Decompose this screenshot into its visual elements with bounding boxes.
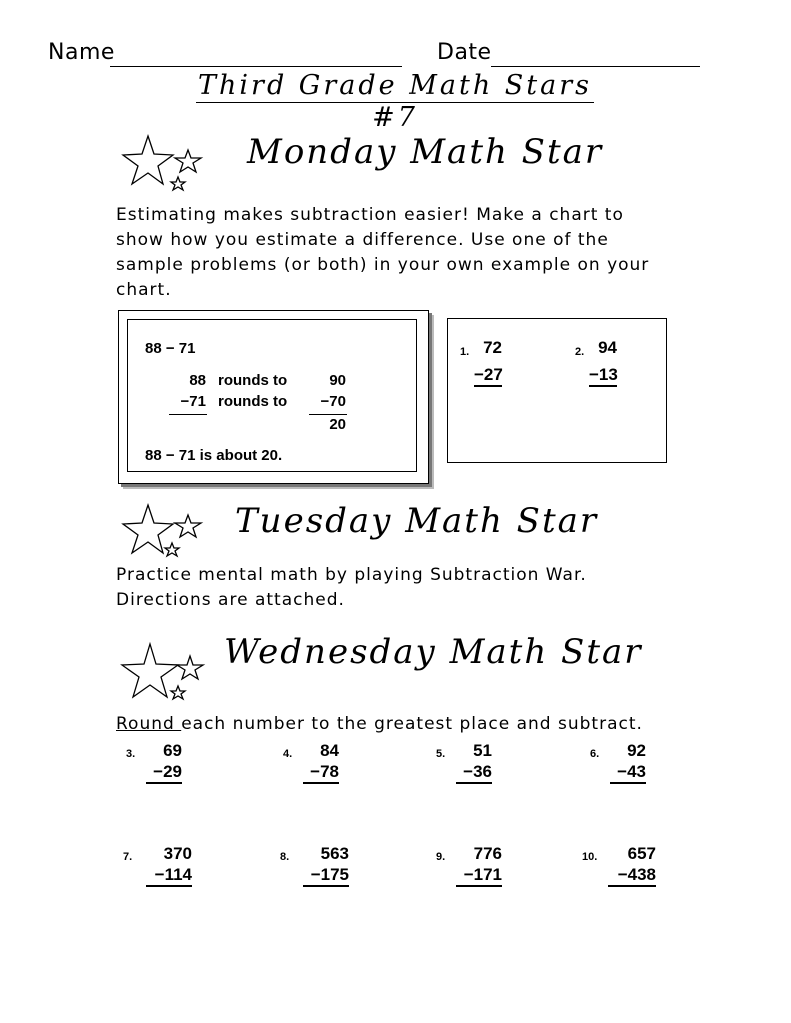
problem[interactable] bbox=[582, 843, 678, 893]
date-label: Date bbox=[437, 40, 492, 65]
problem[interactable] bbox=[275, 740, 405, 790]
problem-top: 657 bbox=[627, 844, 656, 863]
problem-label: 3. bbox=[126, 748, 136, 760]
problem-top: 92 bbox=[627, 741, 646, 760]
problem-bottom: −78 bbox=[303, 762, 339, 784]
monday-text-line: sample problems (or both) in your own example on your bbox=[116, 255, 650, 275]
problem-bottom: −13 bbox=[589, 365, 617, 387]
example-expression: 88 − 71 bbox=[145, 340, 196, 357]
problem-label: 5. bbox=[436, 748, 446, 760]
problem-label: 2. bbox=[575, 346, 585, 358]
wednesday-problems-row-1 bbox=[118, 740, 678, 790]
problem-bottom: −438 bbox=[608, 865, 656, 887]
name-line[interactable] bbox=[110, 66, 402, 67]
problem[interactable] bbox=[275, 843, 405, 893]
problem-top: 69 bbox=[163, 741, 182, 760]
round-word: Round bbox=[116, 714, 182, 734]
problem-top: 563 bbox=[320, 844, 349, 863]
problem-bottom: −171 bbox=[456, 865, 502, 887]
tuesday-text-line: Directions are attached. bbox=[116, 590, 345, 610]
monday-heading: Monday Math Star bbox=[247, 132, 604, 172]
problem-bottom: −36 bbox=[456, 762, 492, 784]
problem-top: 84 bbox=[320, 741, 339, 760]
monday-text-line: chart. bbox=[116, 280, 172, 300]
problem[interactable] bbox=[428, 843, 558, 893]
problem-bottom: −43 bbox=[610, 762, 646, 784]
problem-top: 51 bbox=[473, 741, 492, 760]
name-label: Name bbox=[48, 40, 115, 65]
problem-top: 370 bbox=[163, 844, 192, 863]
date-line[interactable] bbox=[491, 66, 700, 67]
page-title: Third Grade Math Stars #7 bbox=[198, 70, 592, 133]
problem-label: 6. bbox=[590, 748, 600, 760]
example-rounded-2: −70 bbox=[320, 393, 346, 410]
estimation-chart-inner bbox=[127, 319, 417, 472]
example-rounded-1: 90 bbox=[329, 372, 346, 389]
problem[interactable] bbox=[582, 740, 678, 790]
example-conclusion: 88 − 71 is about 20. bbox=[145, 447, 283, 464]
problem-label: 8. bbox=[280, 851, 290, 863]
problem-top: 94 bbox=[598, 338, 617, 357]
problem-bottom: −175 bbox=[303, 865, 349, 887]
example-number-2: −71 bbox=[180, 393, 206, 410]
problem-label: 10. bbox=[582, 851, 598, 863]
problem[interactable] bbox=[428, 740, 558, 790]
example-rounds-to-1: rounds to bbox=[218, 372, 288, 389]
example-rule-left bbox=[169, 414, 207, 415]
example-result: 20 bbox=[329, 416, 346, 433]
tuesday-text-line: Practice mental math by playing Subtraction War. bbox=[116, 565, 587, 585]
stars-icon bbox=[118, 640, 210, 706]
problem-label: 7. bbox=[123, 851, 133, 863]
monday-text-line: show how you estimate a difference. Use one of the bbox=[116, 230, 609, 250]
problem-bottom: −29 bbox=[146, 762, 182, 784]
example-rounds-to-2: rounds to bbox=[218, 393, 288, 410]
problem-label: 1. bbox=[460, 346, 470, 358]
problem-top: 776 bbox=[473, 844, 502, 863]
stars-icon bbox=[118, 503, 210, 565]
stars-icon bbox=[118, 134, 210, 196]
monday-text-line: Estimating makes subtraction easier! Make a chart to bbox=[116, 205, 624, 225]
monday-instructions bbox=[116, 203, 656, 303]
wednesday-instruction-rest: each number to the greatest place and subtract. bbox=[181, 714, 643, 734]
wednesday-instructions bbox=[116, 712, 676, 737]
wednesday-heading: Wednesday Math Star bbox=[224, 632, 643, 672]
problem-label: 4. bbox=[283, 748, 293, 760]
monday-problem-box[interactable] bbox=[447, 318, 667, 463]
example-number-1: 88 bbox=[189, 372, 206, 389]
problem[interactable] bbox=[118, 740, 248, 790]
tuesday-heading: Tuesday Math Star bbox=[235, 501, 599, 541]
problem-label: 9. bbox=[436, 851, 446, 863]
problem-bottom: −27 bbox=[474, 365, 502, 387]
wednesday-problems-row-2 bbox=[118, 843, 678, 893]
example-rule-right bbox=[309, 414, 347, 415]
problem[interactable] bbox=[118, 843, 248, 893]
tuesday-instructions bbox=[116, 563, 656, 613]
problem-top: 72 bbox=[483, 338, 502, 357]
problem-bottom: −114 bbox=[146, 865, 192, 887]
estimation-chart bbox=[118, 310, 429, 484]
